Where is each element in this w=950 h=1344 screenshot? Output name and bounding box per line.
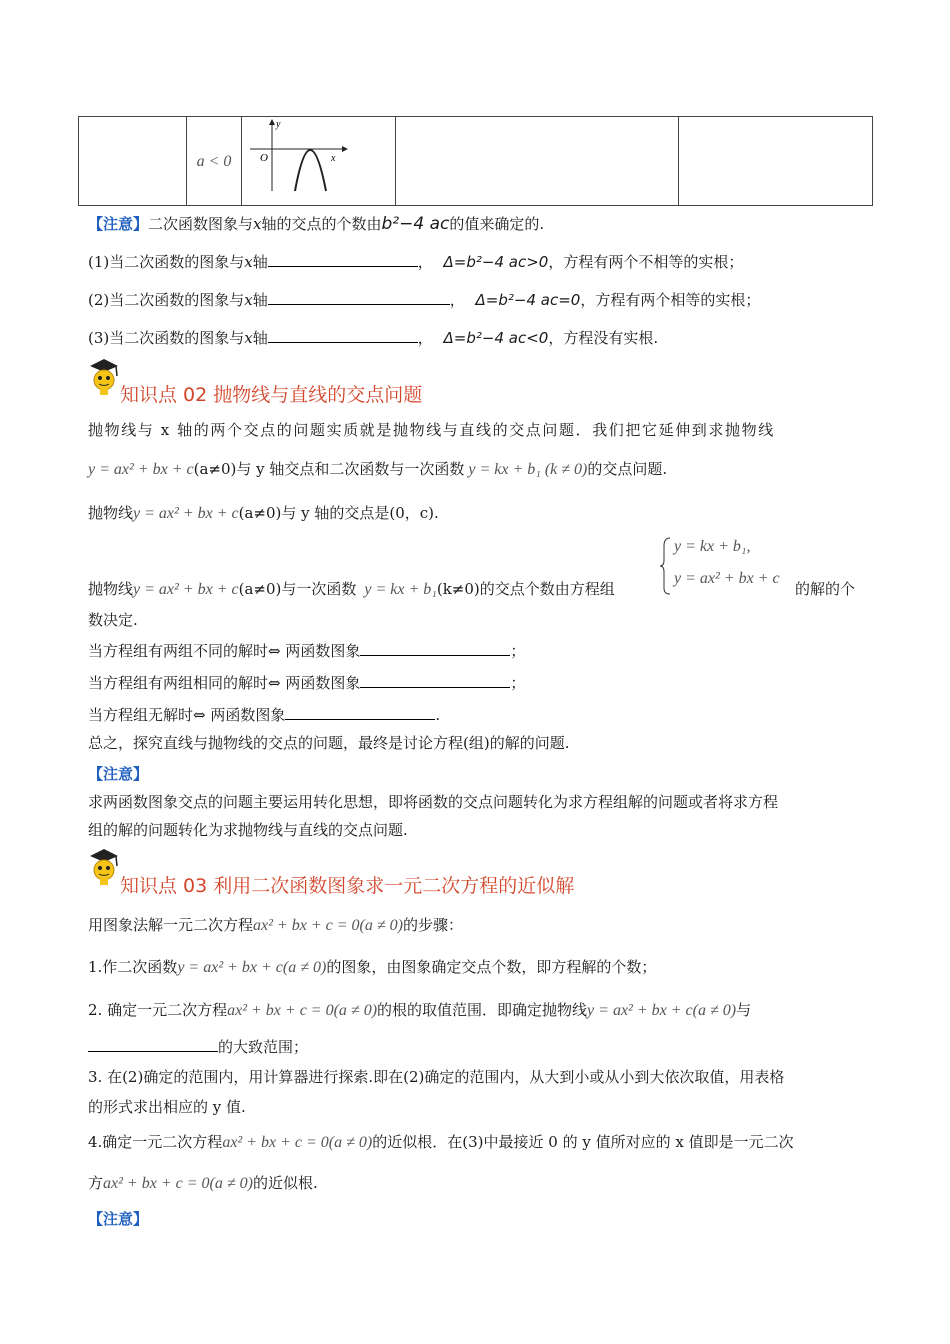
paragraph-text: 数决定. (88, 611, 138, 629)
fill-blank[interactable] (268, 252, 418, 267)
paragraph-text: 总之，探究直线与抛物线的交点的问题，最终是讨论方程(组)的解的问题. (88, 734, 570, 752)
case-line-3: (3)当二次函数的图象与x轴 ， Δ=b²−4 ac<0，方程没有实根. (88, 329, 659, 347)
paragraph-text: 求两函数图象交点的问题主要运用转化思想，即将函数的交点问题转化为求方程组解的问题或者将求方程 (88, 793, 779, 811)
paragraph-line: y = ax² + bx + c(a≠0)与 y 轴交点和二次函数与一次函数 y = kx + b₁ (k ≠ 0)的交点问题. (88, 460, 668, 478)
section-title: 知识点 02 抛物线与直线的交点问题 (120, 384, 423, 406)
graduate-mascot-icon (86, 356, 120, 396)
fill-blank[interactable] (268, 290, 450, 305)
table-cell-empty (79, 117, 187, 206)
quadratic-table (78, 116, 873, 206)
brace-icon (660, 536, 672, 596)
paragraph-text: 组的解的问题转化为求抛物线与直线的交点问题. (88, 821, 408, 839)
case-line-1: (1)当二次函数的图象与x轴 ， Δ=b²−4 ac>0，方程有两个不相等的实根； (88, 253, 744, 271)
graph-origin-label: O (260, 152, 268, 164)
note-line: 【注意】二次函数图象与x轴的交点的个数由b²−4 ac的值来确定的. (88, 214, 545, 234)
paragraph-line: 方ax² + bx + c = 0(a ≠ 0)的近似根. (88, 1174, 318, 1192)
table-cell-graph (242, 117, 396, 206)
fill-blank[interactable] (285, 705, 435, 720)
fill-blank[interactable] (360, 673, 510, 688)
paragraph-text: 3. 在(2)确定的范围内，用计算器进行探索.即在(2)确定的范围内，从大到小或从小到大依次取值，用表格 (88, 1068, 785, 1086)
paragraph-line: 的大致范围； (88, 1036, 308, 1057)
paragraph-line: 1.作二次函数y = ax² + bx + c(a ≠ 0)的图象，由图象确定交点个数，即方程解的个数； (88, 958, 657, 976)
paragraph-line: 抛物线y = ax² + bx + c(a≠0)与 y 轴的交点是(0，c). (88, 504, 439, 522)
graph-y-label: y (276, 119, 281, 130)
fill-blank[interactable] (268, 328, 418, 343)
paragraph-line: 当方程组有两组相同的解时⇔ 两函数图象 ； (88, 674, 526, 692)
table-cell-empty (679, 117, 873, 206)
fill-blank[interactable] (360, 641, 510, 656)
table-cell-empty (396, 117, 679, 206)
note-tag: 【注意】 (88, 765, 149, 783)
section-title: 知识点 03 利用二次函数图象求一元二次方程的近似解 (120, 875, 575, 897)
paragraph-line: 4.确定一元二次方程ax² + bx + c = 0(a ≠ 0)的近似根．在(3)中最接近 0 的 y 值所对应的 x 值即是一元二次 (88, 1133, 794, 1151)
graph-x-label: x (331, 153, 336, 164)
paragraph-line: 用图象法解一元二次方程ax² + bx + c = 0(a ≠ 0)的步骤： (88, 916, 463, 934)
case-line-2: (2)当二次函数的图象与x轴 ， Δ=b²−4 ac=0，方程有两个相等的实根； (88, 291, 761, 309)
paragraph-text: 的形式求出相应的 y 值. (88, 1098, 246, 1116)
graduate-mascot-icon (86, 846, 120, 886)
paragraph: 抛物线与 x 轴的两个交点的问题实质就是抛物线与直线的交点问题．我们把它延伸到求抛物线 (88, 421, 775, 439)
parabola-down-graph (242, 117, 395, 201)
note-tag: 【注意】 (88, 1210, 149, 1228)
fill-blank[interactable] (88, 1037, 218, 1052)
table-cell-condition: a < 0 (187, 117, 242, 206)
paragraph-line: 抛物线y = ax² + bx + c(a≠0)与一次函数 y = kx + b₁(k≠0)的交点个数由方程组 (88, 580, 615, 598)
paragraph-text: 的解的个 (795, 580, 856, 598)
paragraph-line: 当方程组无解时⇔ 两函数图象 . (88, 706, 441, 724)
paragraph-line: 2. 确定一元二次方程ax² + bx + c = 0(a ≠ 0)的根的取值范围．即确定抛物线y = ax² + bx + c(a ≠ 0)与 (88, 1001, 752, 1019)
paragraph-line: 当方程组有两组不同的解时⇔ 两函数图象 ； (88, 642, 526, 660)
